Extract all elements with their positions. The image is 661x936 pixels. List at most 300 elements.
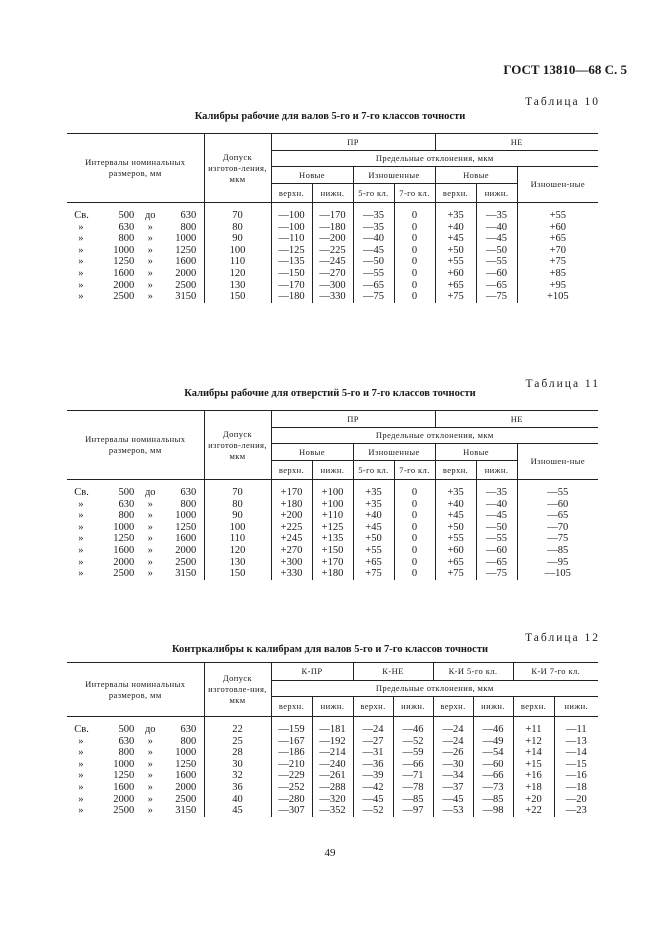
tolerance-cell: 110: [204, 533, 271, 545]
deviation-cell: —55: [476, 256, 517, 268]
deviation-cell: —16: [554, 770, 598, 782]
table-row: [67, 256, 598, 268]
deviation-cell: —27: [353, 736, 393, 748]
new-header: Новые: [435, 167, 517, 184]
deviation-cell: —159: [271, 724, 312, 736]
deviation-cell: —170: [271, 280, 312, 292]
deviation-cell: —20: [554, 794, 598, 806]
col-header-lower: нижн.: [393, 697, 433, 717]
deviation-cell: —40: [476, 499, 517, 511]
tolerance-cell: 110: [204, 256, 271, 268]
deviation-cell: —288: [312, 782, 353, 794]
deviation-cell: +45: [435, 510, 476, 522]
deviation-cell: —97: [393, 805, 433, 817]
table-row: [67, 724, 598, 736]
deviation-cell: —23: [554, 805, 598, 817]
deviation-cell: +40: [353, 510, 394, 522]
interval-part: 1250: [175, 244, 197, 256]
deviation-cell: —261: [312, 770, 353, 782]
col-header-lower: нижн.: [476, 184, 517, 203]
deviation-cell: +60: [517, 222, 598, 234]
interval-part: »: [78, 758, 84, 770]
deviation-cell: +170: [312, 557, 353, 569]
deviation-cell: +200: [271, 510, 312, 522]
table-row: [67, 782, 598, 794]
deviation-cell: +75: [353, 568, 394, 580]
deviation-cell: —352: [312, 805, 353, 817]
deviation-cell: —210: [271, 759, 312, 771]
interval-part: 630: [118, 498, 135, 510]
interval-part: до: [144, 724, 156, 735]
deviation-cell: —180: [312, 222, 353, 234]
spacer-row: [67, 203, 598, 211]
interval-part: до: [144, 210, 156, 221]
col-header-lower: нижн.: [554, 697, 598, 717]
deviation-cell: +135: [312, 533, 353, 545]
interval-part: 2000: [113, 793, 135, 805]
col-header-lower: нижн.: [312, 184, 353, 203]
deviation-cell: —60: [517, 499, 598, 511]
interval-part: »: [78, 279, 84, 291]
interval-part: 500: [118, 724, 135, 735]
col-header-class7: 7-го кл.: [394, 184, 435, 203]
interval-part: »: [147, 510, 153, 522]
interval-part: 3150: [175, 568, 197, 580]
deviation-cell: —75: [517, 533, 598, 545]
deviation-cell: +40: [435, 222, 476, 234]
deviation-cell: 0: [394, 522, 435, 534]
deviation-cell: +50: [435, 522, 476, 534]
table-row: [67, 770, 598, 782]
col-header-interval: Интервалы номинальных размеров, мм: [67, 663, 204, 717]
interval-part: 1000: [175, 747, 197, 759]
spacer-row: [67, 717, 598, 725]
deviation-cell: —78: [393, 782, 433, 794]
deviation-cell: —42: [353, 782, 393, 794]
deviation-cell: +65: [435, 280, 476, 292]
interval-cell: [67, 759, 204, 771]
deviation-cell: +45: [435, 233, 476, 245]
table-row: [67, 245, 598, 257]
deviation-cell: —24: [433, 736, 473, 748]
new-header: Новые: [271, 167, 353, 184]
deviation-cell: —60: [476, 545, 517, 557]
interval-part: 800: [118, 747, 135, 759]
deviations-header: Предельные отклонения, мкм: [271, 681, 598, 697]
page-header: ГОСТ 13810—68 С. 5: [503, 62, 627, 77]
interval-part: 800: [118, 233, 135, 245]
interval-cell: [67, 510, 204, 522]
interval-part: 1600: [113, 544, 135, 556]
deviation-cell: 0: [394, 487, 435, 499]
col-header-upper: верхн.: [271, 184, 312, 203]
deviation-cell: 0: [394, 557, 435, 569]
tolerance-cell: 80: [204, 499, 271, 511]
deviation-cell: +45: [353, 522, 394, 534]
deviation-cell: —135: [271, 256, 312, 268]
deviation-cell: 0: [394, 256, 435, 268]
tolerance-cell: 120: [204, 545, 271, 557]
interval-part: 1000: [113, 758, 135, 770]
page-number: 49: [324, 847, 336, 859]
tolerance-cell: 100: [204, 522, 271, 534]
deviation-cell: —229: [271, 770, 312, 782]
deviation-cell: +65: [353, 557, 394, 569]
deviation-cell: —200: [312, 233, 353, 245]
group-header-k-i-5: К-И 5-го кл.: [433, 663, 513, 681]
table-row: [67, 759, 598, 771]
spacer-row: [67, 480, 598, 488]
deviation-cell: —245: [312, 256, 353, 268]
new-header: Новые: [271, 444, 353, 461]
deviation-cell: +245: [271, 533, 312, 545]
interval-part: »: [147, 279, 153, 291]
deviation-cell: —75: [476, 568, 517, 580]
deviation-cell: +20: [513, 794, 554, 806]
deviation-cell: +100: [312, 499, 353, 511]
interval-part: 800: [180, 221, 197, 233]
table-10: [67, 133, 598, 303]
interval-cell: [67, 794, 204, 806]
interval-cell: [67, 533, 204, 545]
interval-cell: [67, 499, 204, 511]
deviation-cell: +170: [271, 487, 312, 499]
interval-part: »: [147, 267, 153, 279]
deviation-cell: —65: [517, 510, 598, 522]
interval-cell: [67, 222, 204, 234]
deviation-cell: —280: [271, 794, 312, 806]
interval-part: 3150: [175, 805, 197, 817]
interval-part: 3150: [175, 291, 197, 303]
col-header-lower: нижн.: [312, 461, 353, 480]
deviation-cell: +50: [353, 533, 394, 545]
table-row: [67, 210, 598, 222]
deviation-cell: +65: [435, 557, 476, 569]
interval-part: »: [147, 568, 153, 580]
interval-part: »: [147, 556, 153, 568]
interval-part: 2000: [113, 556, 135, 568]
tolerance-cell: 130: [204, 280, 271, 292]
table-11: [67, 410, 598, 580]
table-row: [67, 233, 598, 245]
col-header-tolerance: Допуск изготов-ления, мкм: [204, 134, 271, 203]
table-row: [67, 522, 598, 534]
interval-cell: [67, 487, 204, 499]
group-header-ne: НЕ: [435, 134, 598, 151]
interval-part: »: [147, 747, 153, 759]
deviation-cell: —54: [473, 747, 513, 759]
interval-part: »: [147, 758, 153, 770]
deviation-cell: +18: [513, 782, 554, 794]
deviation-cell: —24: [433, 724, 473, 736]
table-row: [67, 736, 598, 748]
col-header-interval: Интервалы номинальных размеров, мм: [67, 411, 204, 480]
deviation-cell: —240: [312, 759, 353, 771]
deviation-cell: —214: [312, 747, 353, 759]
deviation-cell: —18: [554, 782, 598, 794]
table-row: [67, 533, 598, 545]
interval-cell: [67, 210, 204, 222]
tolerance-cell: 150: [204, 568, 271, 580]
col-header-class7: 7-го кл.: [394, 461, 435, 480]
deviation-cell: +100: [312, 487, 353, 499]
deviation-cell: —186: [271, 747, 312, 759]
deviation-cell: —15: [554, 759, 598, 771]
deviation-cell: —52: [393, 736, 433, 748]
interval-part: »: [78, 747, 84, 759]
deviation-cell: +75: [435, 568, 476, 580]
deviation-cell: —35: [476, 487, 517, 499]
deviation-cell: +22: [513, 805, 554, 817]
deviation-cell: —100: [271, 222, 312, 234]
deviation-cell: —31: [353, 747, 393, 759]
interval-part: Св.: [74, 210, 89, 221]
col-header-lower: нижн.: [312, 697, 353, 717]
deviation-cell: —65: [476, 280, 517, 292]
deviation-cell: +105: [517, 291, 598, 303]
interval-part: 2000: [175, 781, 197, 793]
deviation-cell: —45: [353, 245, 394, 257]
interval-part: »: [147, 544, 153, 556]
deviation-cell: +11: [513, 724, 554, 736]
tolerance-cell: 70: [204, 487, 271, 499]
deviation-cell: +55: [517, 210, 598, 222]
deviation-cell: —35: [476, 210, 517, 222]
interval-part: »: [147, 533, 153, 545]
tolerance-cell: 32: [204, 770, 271, 782]
worn-header: Изношен-ные: [517, 444, 598, 480]
interval-part: 1250: [113, 770, 135, 782]
deviation-cell: 0: [394, 499, 435, 511]
deviation-cell: —34: [433, 770, 473, 782]
col-header-upper: верхн.: [513, 697, 554, 717]
deviation-cell: —35: [353, 210, 394, 222]
interval-part: »: [78, 568, 84, 580]
table-row: [67, 499, 598, 511]
deviation-cell: +330: [271, 568, 312, 580]
deviation-cell: —14: [554, 747, 598, 759]
tolerance-cell: 22: [204, 724, 271, 736]
interval-part: »: [147, 781, 153, 793]
interval-part: »: [78, 233, 84, 245]
deviation-cell: —50: [353, 256, 394, 268]
tolerance-cell: 28: [204, 747, 271, 759]
interval-part: »: [78, 544, 84, 556]
interval-part: 500: [118, 210, 135, 221]
deviation-cell: —52: [353, 805, 393, 817]
deviation-cell: —66: [473, 770, 513, 782]
new-header: Новые: [435, 444, 517, 461]
table-row: [67, 291, 598, 303]
interval-part: »: [78, 221, 84, 233]
deviation-cell: —59: [393, 747, 433, 759]
deviation-cell: +35: [435, 210, 476, 222]
deviation-cell: —65: [353, 280, 394, 292]
table-title: Калибры рабочие для валов 5-го и 7-го классов точности: [194, 111, 466, 122]
interval-part: »: [78, 556, 84, 568]
deviation-cell: —150: [271, 268, 312, 280]
interval-cell: [67, 233, 204, 245]
col-header-upper: верхн.: [435, 184, 476, 203]
deviation-cell: +65: [517, 233, 598, 245]
interval-part: »: [78, 256, 84, 268]
deviation-cell: +15: [513, 759, 554, 771]
table-title: Калибры рабочие для отверстий 5-го и 7-го классов точности: [184, 388, 476, 399]
table-row: [67, 280, 598, 292]
deviation-cell: —105: [517, 568, 598, 580]
interval-part: 1250: [113, 256, 135, 268]
deviations-header: Предельные отклонения, мкм: [271, 428, 598, 444]
table-row: [67, 222, 598, 234]
interval-part: 630: [180, 487, 197, 498]
deviation-cell: —46: [473, 724, 513, 736]
interval-part: 2500: [113, 568, 135, 580]
interval-part: »: [147, 221, 153, 233]
deviation-cell: —35: [353, 222, 394, 234]
table-number: Таблица 10: [525, 96, 600, 108]
interval-part: 1600: [175, 533, 197, 545]
interval-part: »: [147, 256, 153, 268]
deviation-cell: +125: [312, 522, 353, 534]
deviation-cell: —45: [476, 233, 517, 245]
deviation-cell: —170: [312, 210, 353, 222]
group-header-pr: ПР: [271, 134, 435, 151]
deviation-cell: +70: [517, 245, 598, 257]
interval-part: 1000: [175, 510, 197, 522]
table-row: [67, 510, 598, 522]
table-row: [67, 557, 598, 569]
interval-part: »: [147, 244, 153, 256]
col-header-upper: верхн.: [435, 461, 476, 480]
interval-part: 1250: [175, 521, 197, 533]
col-header-class5: 5-го кл.: [353, 184, 394, 203]
tolerance-cell: 36: [204, 782, 271, 794]
deviation-cell: —40: [353, 233, 394, 245]
interval-part: »: [78, 793, 84, 805]
deviation-cell: 0: [394, 545, 435, 557]
deviation-cell: —45: [476, 510, 517, 522]
interval-part: 2000: [113, 279, 135, 291]
deviation-cell: 0: [394, 268, 435, 280]
interval-part: »: [78, 521, 84, 533]
deviation-cell: —167: [271, 736, 312, 748]
interval-part: »: [147, 735, 153, 747]
interval-cell: [67, 568, 204, 580]
table-row: [67, 794, 598, 806]
deviation-cell: —40: [476, 222, 517, 234]
deviation-cell: —45: [353, 794, 393, 806]
interval-part: 800: [180, 735, 197, 747]
interval-part: »: [78, 735, 84, 747]
interval-part: »: [78, 244, 84, 256]
deviation-cell: 0: [394, 210, 435, 222]
interval-part: »: [147, 498, 153, 510]
deviation-cell: +35: [435, 487, 476, 499]
deviation-cell: —320: [312, 794, 353, 806]
interval-part: 1600: [175, 256, 197, 268]
deviation-cell: —95: [517, 557, 598, 569]
interval-part: 2500: [113, 291, 135, 303]
deviation-cell: +75: [435, 291, 476, 303]
worn-header: Изношен-ные: [517, 167, 598, 203]
interval-part: »: [78, 781, 84, 793]
deviation-cell: —49: [473, 736, 513, 748]
interval-part: »: [147, 521, 153, 533]
group-header-k-i-7: К-И 7-го кл.: [513, 663, 598, 681]
deviation-cell: —60: [476, 268, 517, 280]
worn-header: Изношенные: [353, 167, 435, 184]
interval-cell: [67, 747, 204, 759]
deviation-cell: —181: [312, 724, 353, 736]
interval-part: Св.: [74, 724, 89, 735]
deviation-cell: —36: [353, 759, 393, 771]
interval-cell: [67, 522, 204, 534]
group-header-k-pr: К-ПР: [271, 663, 353, 681]
deviation-cell: —13: [554, 736, 598, 748]
deviation-cell: —85: [393, 794, 433, 806]
deviation-cell: —30: [433, 759, 473, 771]
deviation-cell: —125: [271, 245, 312, 257]
deviation-cell: +12: [513, 736, 554, 748]
interval-part: »: [147, 793, 153, 805]
interval-part: »: [78, 498, 84, 510]
tolerance-cell: 150: [204, 291, 271, 303]
table-number: Таблица 11: [525, 378, 600, 390]
deviation-cell: +14: [513, 747, 554, 759]
deviation-cell: —70: [517, 522, 598, 534]
interval-cell: [67, 256, 204, 268]
tolerance-cell: 70: [204, 210, 271, 222]
deviation-cell: —300: [312, 280, 353, 292]
deviation-cell: —75: [476, 291, 517, 303]
tolerance-cell: 100: [204, 245, 271, 257]
deviation-cell: —307: [271, 805, 312, 817]
deviation-cell: 0: [394, 291, 435, 303]
col-header-class5: 5-го кл.: [353, 461, 394, 480]
deviation-cell: 0: [394, 510, 435, 522]
deviation-cell: +150: [312, 545, 353, 557]
deviation-cell: 0: [394, 533, 435, 545]
deviation-cell: +40: [435, 499, 476, 511]
deviation-cell: +180: [271, 499, 312, 511]
interval-part: 1600: [113, 781, 135, 793]
deviation-cell: —37: [433, 782, 473, 794]
col-header-upper: верхн.: [271, 697, 312, 717]
interval-cell: [67, 245, 204, 257]
deviation-cell: +180: [312, 568, 353, 580]
deviation-cell: +300: [271, 557, 312, 569]
interval-part: 1600: [175, 770, 197, 782]
deviation-cell: 0: [394, 568, 435, 580]
deviation-cell: —85: [517, 545, 598, 557]
tolerance-cell: 130: [204, 557, 271, 569]
deviation-cell: +110: [312, 510, 353, 522]
deviation-cell: —65: [476, 557, 517, 569]
deviation-cell: 0: [394, 222, 435, 234]
table-row: [67, 268, 598, 280]
deviation-cell: +95: [517, 280, 598, 292]
deviation-cell: +50: [435, 245, 476, 257]
interval-cell: [67, 736, 204, 748]
deviation-cell: —180: [271, 291, 312, 303]
interval-cell: [67, 545, 204, 557]
interval-part: 1000: [113, 244, 135, 256]
deviation-cell: —50: [476, 245, 517, 257]
table-row: [67, 487, 598, 499]
deviation-cell: —55: [353, 268, 394, 280]
interval-part: 2500: [175, 793, 197, 805]
deviation-cell: +270: [271, 545, 312, 557]
